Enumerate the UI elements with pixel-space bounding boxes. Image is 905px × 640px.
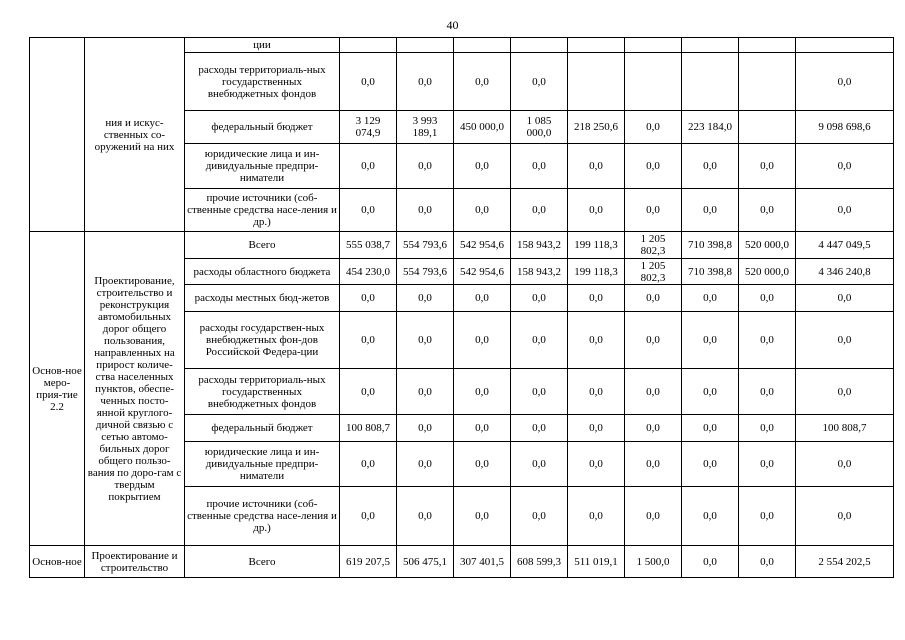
- value-cell: 0,0: [568, 487, 625, 546]
- value-cell: 1 500,0: [625, 546, 682, 578]
- value-cell: 0,0: [340, 369, 397, 415]
- value-cell: 0,0: [511, 285, 568, 312]
- value-cell: 0,0: [397, 53, 454, 111]
- value-cell: 0,0: [454, 442, 511, 487]
- value-cell: 555 038,7: [340, 232, 397, 259]
- table-row: [30, 38, 894, 53]
- funding-source-cell: юридические лица и ин-дивидуальные предпри-ниматели: [185, 144, 340, 189]
- funding-source-cell: прочие источники (соб-ственные средства насе-ления и др.): [185, 487, 340, 546]
- value-cell: 520 000,0: [739, 232, 796, 259]
- value-cell: 0,0: [568, 442, 625, 487]
- value-cell: 0,0: [511, 189, 568, 232]
- value-cell: 554 793,6: [397, 232, 454, 259]
- value-cell: 0,0: [397, 144, 454, 189]
- value-cell: [682, 53, 739, 111]
- value-cell: 0,0: [340, 487, 397, 546]
- value-cell: 511 019,1: [568, 546, 625, 578]
- value-cell: [397, 38, 454, 53]
- funding-source-cell: расходы областного бюджета: [185, 259, 340, 285]
- value-cell: [739, 38, 796, 53]
- total-cell: 0,0: [796, 442, 894, 487]
- value-cell: 0,0: [511, 442, 568, 487]
- total-cell: 0,0: [796, 144, 894, 189]
- value-cell: 0,0: [739, 285, 796, 312]
- budget-table: [29, 37, 894, 578]
- value-cell: 0,0: [340, 144, 397, 189]
- description-cell: Проектирование и строительство: [85, 546, 185, 578]
- value-cell: 0,0: [568, 415, 625, 442]
- measure-cell: Основ-ное: [30, 546, 85, 578]
- funding-source-cell: Всего: [185, 546, 340, 578]
- value-cell: 0,0: [454, 144, 511, 189]
- total-cell: 0,0: [796, 312, 894, 369]
- value-cell: 0,0: [511, 53, 568, 111]
- value-cell: 0,0: [511, 415, 568, 442]
- value-cell: 0,0: [454, 369, 511, 415]
- value-cell: 1 205 802,3: [625, 259, 682, 285]
- value-cell: 0,0: [397, 189, 454, 232]
- value-cell: 1 205 802,3: [625, 232, 682, 259]
- value-cell: 619 207,5: [340, 546, 397, 578]
- value-cell: 0,0: [625, 487, 682, 546]
- funding-source-cell: расходы территориаль-ных государственных внебюджетных фондов: [185, 369, 340, 415]
- value-cell: 0,0: [454, 285, 511, 312]
- value-cell: 0,0: [454, 53, 511, 111]
- value-cell: 0,0: [340, 442, 397, 487]
- value-cell: 0,0: [625, 144, 682, 189]
- value-cell: 0,0: [454, 415, 511, 442]
- total-cell: [796, 38, 894, 53]
- value-cell: 223 184,0: [682, 111, 739, 144]
- value-cell: 0,0: [625, 111, 682, 144]
- table-row: [30, 546, 894, 578]
- total-cell: 0,0: [796, 487, 894, 546]
- value-cell: 0,0: [568, 285, 625, 312]
- value-cell: 0,0: [568, 312, 625, 369]
- value-cell: 199 118,3: [568, 259, 625, 285]
- funding-source-cell: федеральный бюджет: [185, 111, 340, 144]
- value-cell: 0,0: [511, 369, 568, 415]
- value-cell: 0,0: [739, 442, 796, 487]
- value-cell: 0,0: [739, 189, 796, 232]
- value-cell: 0,0: [682, 369, 739, 415]
- budget-table-body: [30, 38, 894, 578]
- measure-cell: Основ-ное меро-прия-тие 2.2: [30, 232, 85, 546]
- value-cell: 710 398,8: [682, 259, 739, 285]
- value-cell: [568, 38, 625, 53]
- value-cell: 450 000,0: [454, 111, 511, 144]
- value-cell: 0,0: [397, 442, 454, 487]
- value-cell: 542 954,6: [454, 259, 511, 285]
- value-cell: 307 401,5: [454, 546, 511, 578]
- funding-source-cell: федеральный бюджет: [185, 415, 340, 442]
- measure-cell: [30, 38, 85, 232]
- total-cell: 2 554 202,5: [796, 546, 894, 578]
- value-cell: 199 118,3: [568, 232, 625, 259]
- funding-source-cell: расходы местных бюд-жетов: [185, 285, 340, 312]
- value-cell: 0,0: [340, 285, 397, 312]
- value-cell: 0,0: [511, 144, 568, 189]
- total-cell: 0,0: [796, 189, 894, 232]
- value-cell: 0,0: [397, 487, 454, 546]
- value-cell: 710 398,8: [682, 232, 739, 259]
- value-cell: [511, 38, 568, 53]
- total-cell: 9 098 698,6: [796, 111, 894, 144]
- value-cell: 0,0: [739, 144, 796, 189]
- funding-source-cell: прочие источники (соб-ственные средства насе-ления и др.): [185, 189, 340, 232]
- value-cell: 506 475,1: [397, 546, 454, 578]
- funding-source-cell: Всего: [185, 232, 340, 259]
- total-cell: 0,0: [796, 369, 894, 415]
- value-cell: 218 250,6: [568, 111, 625, 144]
- total-cell: 4 447 049,5: [796, 232, 894, 259]
- value-cell: 0,0: [682, 144, 739, 189]
- value-cell: 0,0: [397, 312, 454, 369]
- value-cell: 158 943,2: [511, 259, 568, 285]
- value-cell: 520 000,0: [739, 259, 796, 285]
- value-cell: 0,0: [682, 487, 739, 546]
- value-cell: [625, 53, 682, 111]
- value-cell: [739, 53, 796, 111]
- funding-source-cell: юридические лица и ин-дивидуальные предпри-ниматели: [185, 442, 340, 487]
- value-cell: 3 993 189,1: [397, 111, 454, 144]
- value-cell: 0,0: [682, 546, 739, 578]
- value-cell: [568, 53, 625, 111]
- value-cell: [454, 38, 511, 53]
- funding-source-cell: расходы государствен-ных внебюджетных фон-дов Российской Федера-ции: [185, 312, 340, 369]
- value-cell: [739, 111, 796, 144]
- value-cell: 0,0: [511, 487, 568, 546]
- description-cell: Проектирование, строительство и реконструкция автомобильных дорог общего пользования, направленных на прирост количе-ства населенных пунктов, обеспе-ченных посто-янной круглого-дичной связью с сетью автомо-бильных дорог общего пользо-вания по доро-гам с твердым покрытием: [85, 232, 185, 546]
- value-cell: 0,0: [739, 487, 796, 546]
- value-cell: 0,0: [511, 312, 568, 369]
- value-cell: 0,0: [739, 369, 796, 415]
- table-row: [30, 232, 894, 259]
- value-cell: [625, 38, 682, 53]
- value-cell: 0,0: [454, 487, 511, 546]
- value-cell: 1 085 000,0: [511, 111, 568, 144]
- value-cell: 0,0: [568, 189, 625, 232]
- value-cell: 0,0: [568, 369, 625, 415]
- value-cell: 0,0: [397, 285, 454, 312]
- page-number: 40: [446, 18, 459, 32]
- value-cell: 454 230,0: [340, 259, 397, 285]
- value-cell: 0,0: [397, 415, 454, 442]
- funding-source-cell: расходы территориаль-ных государственных внебюджетных фондов: [185, 53, 340, 111]
- total-cell: 100 808,7: [796, 415, 894, 442]
- value-cell: 3 129 074,9: [340, 111, 397, 144]
- value-cell: [340, 38, 397, 53]
- value-cell: 0,0: [739, 546, 796, 578]
- value-cell: 0,0: [739, 312, 796, 369]
- value-cell: 608 599,3: [511, 546, 568, 578]
- value-cell: 0,0: [454, 189, 511, 232]
- value-cell: 542 954,6: [454, 232, 511, 259]
- value-cell: 0,0: [340, 53, 397, 111]
- total-cell: 0,0: [796, 53, 894, 111]
- value-cell: 0,0: [625, 415, 682, 442]
- description-cell: ния и искус-ственных со-оружений на них: [85, 38, 185, 232]
- value-cell: 0,0: [682, 442, 739, 487]
- value-cell: 0,0: [454, 312, 511, 369]
- value-cell: 0,0: [625, 442, 682, 487]
- value-cell: 0,0: [340, 189, 397, 232]
- value-cell: 0,0: [625, 189, 682, 232]
- value-cell: [682, 38, 739, 53]
- value-cell: 0,0: [625, 285, 682, 312]
- funding-source-cell: ции: [185, 38, 340, 53]
- total-cell: 0,0: [796, 285, 894, 312]
- value-cell: 158 943,2: [511, 232, 568, 259]
- value-cell: 0,0: [682, 189, 739, 232]
- value-cell: 0,0: [739, 415, 796, 442]
- value-cell: 0,0: [340, 312, 397, 369]
- value-cell: 0,0: [568, 144, 625, 189]
- value-cell: 554 793,6: [397, 259, 454, 285]
- value-cell: 100 808,7: [340, 415, 397, 442]
- value-cell: 0,0: [682, 285, 739, 312]
- value-cell: 0,0: [682, 415, 739, 442]
- value-cell: 0,0: [397, 369, 454, 415]
- total-cell: 4 346 240,8: [796, 259, 894, 285]
- value-cell: 0,0: [682, 312, 739, 369]
- value-cell: 0,0: [625, 369, 682, 415]
- value-cell: 0,0: [625, 312, 682, 369]
